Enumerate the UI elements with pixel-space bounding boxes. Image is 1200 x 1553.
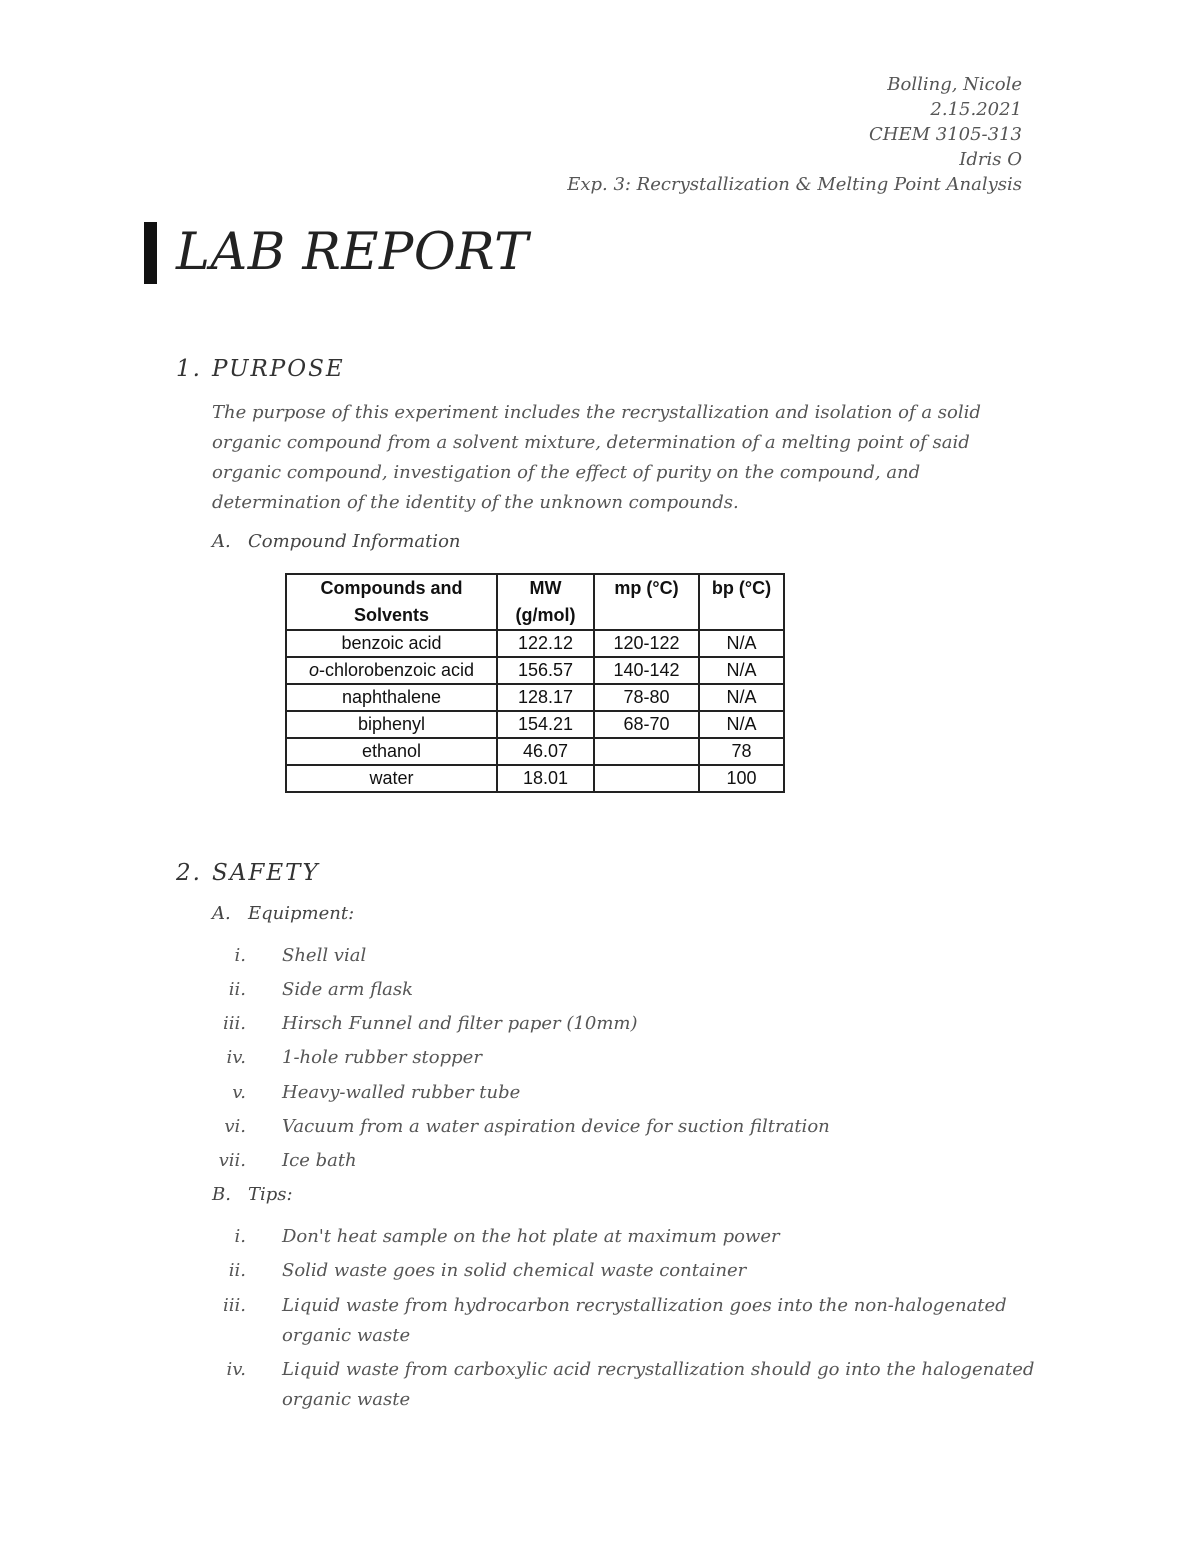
purpose-paragraph [212, 398, 981, 518]
table-row [286, 738, 784, 765]
table-cell: 46.07 [497, 738, 594, 765]
list-numeral: vi. [224, 1116, 246, 1137]
list-numeral: i. [234, 945, 246, 966]
compound-table [285, 573, 785, 793]
table-cell: 78 [699, 738, 784, 765]
list-text: Hirsch Funnel and filter paper (10mm) [282, 1013, 638, 1034]
table-row [286, 684, 784, 711]
list-text-continuation: organic waste [282, 1325, 411, 1346]
list-text: Don't heat sample on the hot plate at maximum power [282, 1226, 780, 1247]
subsection-letter: A. [212, 531, 231, 552]
column-header-compound: Compounds and Solvents [286, 574, 497, 630]
column-header-mp: mp (°C) [594, 574, 699, 630]
list-text: Heavy-walled rubber tube [282, 1082, 521, 1103]
title-accent-bar [144, 222, 157, 284]
table-header-row [286, 574, 784, 630]
list-numeral: iii. [223, 1013, 246, 1034]
subsection-letter: A. [212, 903, 231, 924]
table-cell: naphthalene [286, 684, 497, 711]
list-numeral: v. [232, 1082, 246, 1103]
author-name: Bolling, Nicole [887, 74, 1022, 95]
subsection-letter: B. [212, 1184, 231, 1205]
experiment-title: Exp. 3: Recrystallization & Melting Point Analysis [567, 174, 1022, 195]
list-numeral: ii. [228, 1260, 246, 1281]
page-title: LAB REPORT [176, 223, 529, 282]
table-cell: N/A [699, 711, 784, 738]
list-text: Shell vial [282, 945, 367, 966]
column-header-mw: MW (g/mol) [497, 574, 594, 630]
table-row [286, 711, 784, 738]
list-numeral: iv. [226, 1047, 246, 1068]
table-cell: biphenyl [286, 711, 497, 738]
instructor-name: Idris O [959, 149, 1022, 170]
section-number: 2. [176, 860, 202, 886]
list-text: Liquid waste from hydrocarbon recrystallization goes into the non-halogenated [282, 1295, 1007, 1316]
list-text: Ice bath [282, 1150, 357, 1171]
table-cell: o-chlorobenzoic acid [286, 657, 497, 684]
table-cell: 18.01 [497, 765, 594, 792]
course-code: CHEM 3105-313 [868, 124, 1022, 145]
subsection-title: Tips: [248, 1184, 293, 1205]
table-cell: 100 [699, 765, 784, 792]
list-text: Vacuum from a water aspiration device for suction filtration [282, 1116, 830, 1137]
list-numeral: iv. [226, 1359, 246, 1380]
table-cell: 140-142 [594, 657, 699, 684]
paragraph-line: determination of the identity of the unknown compounds. [212, 492, 739, 513]
table-cell: N/A [699, 630, 784, 657]
list-numeral: ii. [228, 979, 246, 1000]
table-cell [594, 738, 699, 765]
table-cell: N/A [699, 657, 784, 684]
paragraph-line: The purpose of this experiment includes the recrystallization and isolation of a solid [212, 402, 981, 423]
list-text: Liquid waste from carboxylic acid recrystallization should go into the halogenated [282, 1359, 1035, 1380]
table-cell: 68-70 [594, 711, 699, 738]
list-text-continuation: organic waste [282, 1389, 411, 1410]
report-header [567, 72, 1022, 197]
list-text: 1-hole rubber stopper [282, 1047, 482, 1068]
section-title: PURPOSE [212, 356, 345, 382]
paragraph-line: organic compound, investigation of the effect of purity on the compound, and [212, 462, 921, 483]
paragraph-line: organic compound from a solvent mixture, determination of a melting point of said [212, 432, 970, 453]
list-numeral: iii. [223, 1295, 246, 1316]
table-row [286, 630, 784, 657]
table-cell: water [286, 765, 497, 792]
list-numeral: vii. [218, 1150, 246, 1171]
list-text: Side arm flask [282, 979, 413, 1000]
table-cell: 122.12 [497, 630, 594, 657]
list-text: Solid waste goes in solid chemical waste container [282, 1260, 747, 1281]
table-cell: 154.21 [497, 711, 594, 738]
list-numeral: i. [234, 1226, 246, 1247]
table-row [286, 765, 784, 792]
table-cell: ethanol [286, 738, 497, 765]
report-date: 2.15.2021 [930, 99, 1022, 120]
table-cell: 156.57 [497, 657, 594, 684]
table-cell: 78-80 [594, 684, 699, 711]
table-cell: 128.17 [497, 684, 594, 711]
table-cell: N/A [699, 684, 784, 711]
section-number: 1. [176, 356, 202, 382]
table-cell: 120-122 [594, 630, 699, 657]
table-cell [594, 765, 699, 792]
column-header-bp: bp (°C) [699, 574, 784, 630]
subsection-title: Equipment: [248, 903, 355, 924]
subsection-title: Compound Information [248, 531, 461, 552]
table-cell: benzoic acid [286, 630, 497, 657]
table-row [286, 657, 784, 684]
section-title: SAFETY [212, 860, 320, 886]
